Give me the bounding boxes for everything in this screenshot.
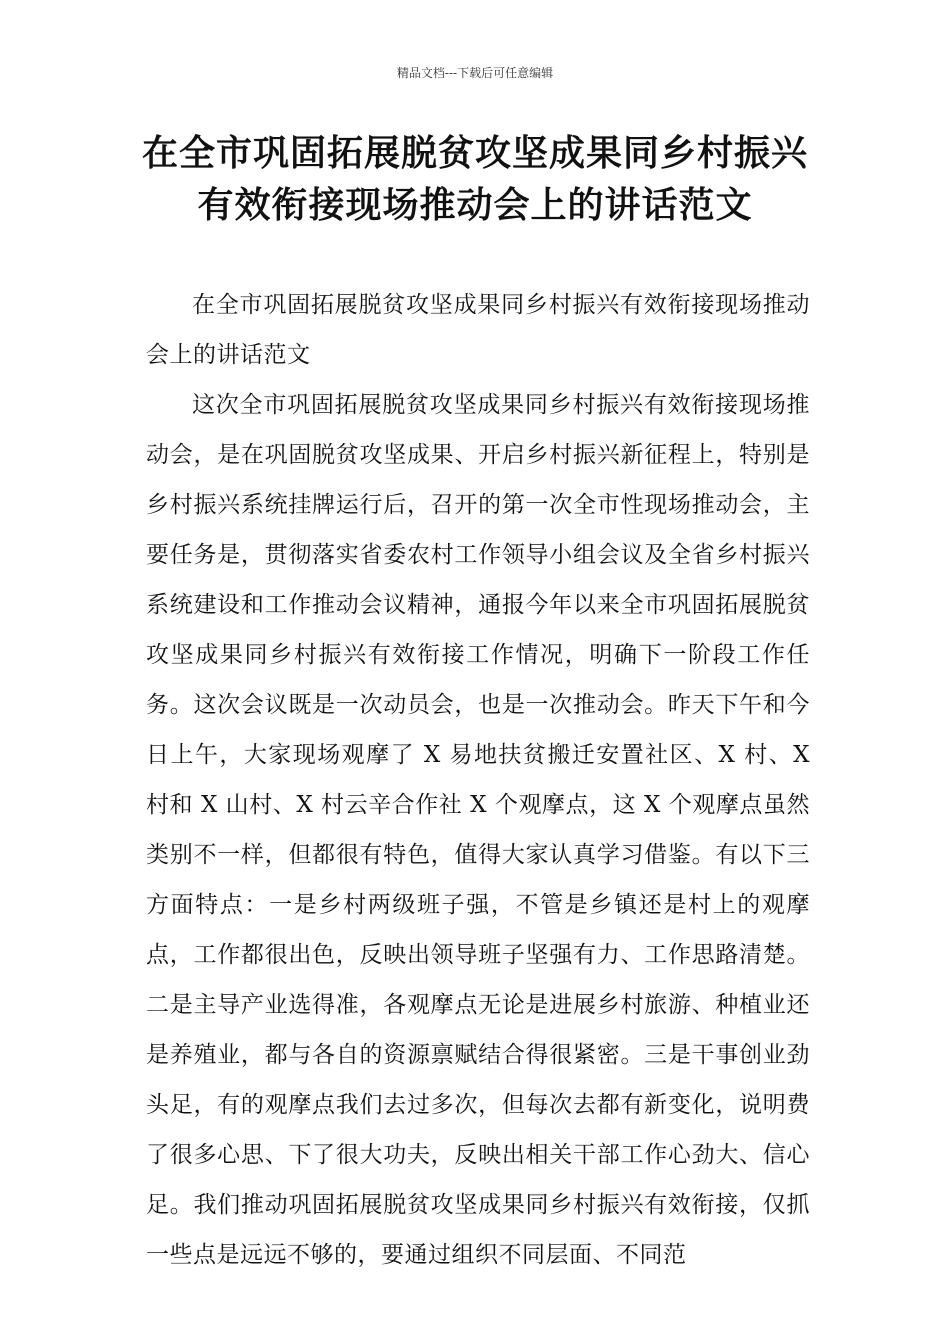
document-title: 在全市巩固拓展脱贫攻坚成果同乡村振兴有效衔接现场推动会上的讲话范文 (141, 133, 808, 226)
header-note: 精品文档---下载后可任意编辑 (396, 66, 554, 80)
paragraph-subtitle: 在全市巩固拓展脱贫攻坚成果同乡村振兴有效衔接现场推动会上的讲话范文 (146, 292, 810, 368)
document-body (146, 280, 810, 1280)
paragraph-main: 这次全市巩固拓展脱贫攻坚成果同乡村振兴有效衔接现场推动会，是在巩固脱贫攻坚成果、开启乡村振兴新征程上，特别是乡村振兴系统挂牌运行后，召开的第一次全市性现场推动会，主要任务是，贯彻落实省委农村工作领导小组会议及全省乡村振兴系统建设和工作推动会议精神，通报今年以来全市巩固拓展脱贫攻坚成果同乡村振兴有效衔接工作情况，明确下一阶段工作任务。这次会议既是一次动员会，也是一次推动会。昨天下午和今日上午，大家现场观摩了 X 易地扶贫搬迁安置社区、X 村、X 村和 X 山村、X 村云辛合作社 X 个观摩点，这 X 个观摩点虽然类别不一样，但都很有特色，值得大家认真学习借鉴。有以下三方面特点：一是乡村两级班子强，不管是乡镇还是村上的观摩点，工作都很出色，反映出领导班子坚强有力、工作思路清楚。二是主导产业选得准，各观摩点无论是进展乡村旅游、种植业还是养殖业，都与各自的资源禀赋结合得很紧密。三是干事创业劲头足，有的观摩点我们去过多次，但每次去都有新变化，说明费了很多心思、下了很大功夫，反映出相关干部工作心劲大、信心足。我们推动巩固拓展脱贫攻坚成果同乡村振兴有效衔接，仅抓一些点是远远不够的，要通过组织不同层面、不同范 (146, 392, 810, 1268)
